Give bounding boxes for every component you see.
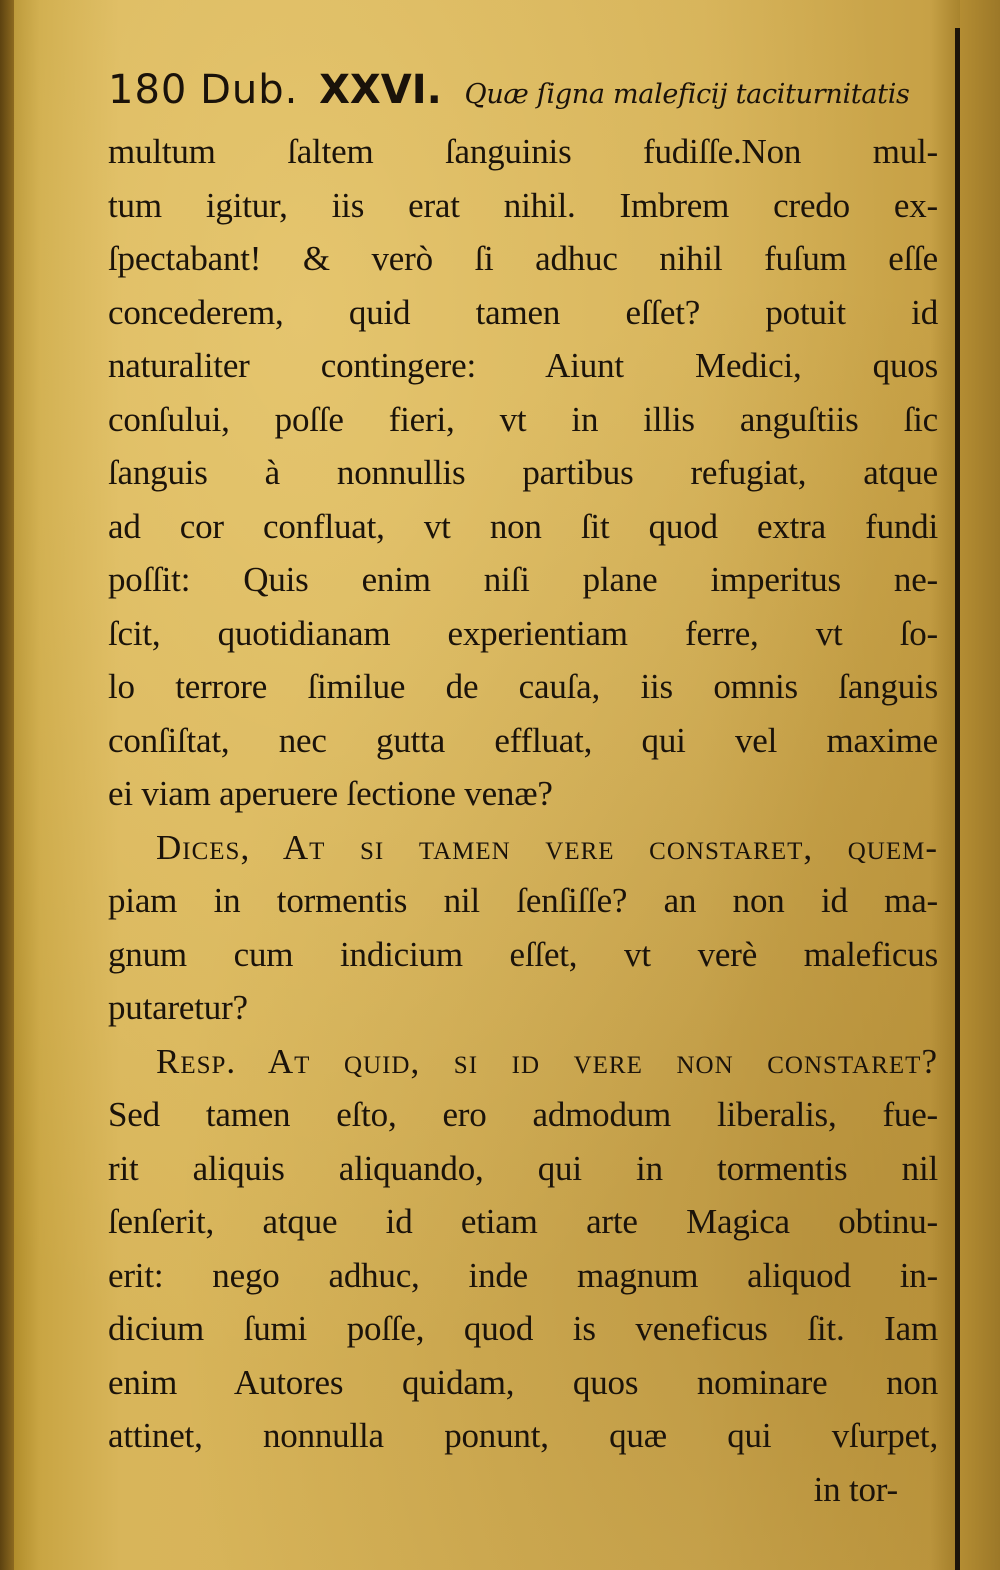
text-line: ſpectabant! & verò ſi adhuc nihil fuſum eſſe bbox=[108, 239, 938, 278]
text-line: ad cor confluat, vt non ſit quod extra fundi bbox=[108, 506, 938, 546]
header-chapter-number: XXVI. bbox=[319, 67, 442, 113]
text-line: piam in tormentis nil ſenſiſſe? an non id ma- bbox=[108, 881, 938, 920]
text-line: Sed tamen eſto, ero admodum liberalis, fue- bbox=[108, 1095, 938, 1134]
text-line: ſenſerit, atque id etiam arte Magica obtinu- bbox=[108, 1202, 938, 1241]
page-right-margin bbox=[960, 0, 1000, 1570]
text-line-resp: Resp. At quid, ſi id vere non conſtaret? bbox=[156, 1041, 938, 1081]
text-line: lo terrore ſimilue de cauſa, iis omnis ſanguis bbox=[108, 667, 938, 706]
page-number: 180 bbox=[108, 67, 188, 113]
text-line: ſcit, quotidianam experientiam ferre, vt ſo- bbox=[108, 613, 938, 653]
text-line: putaretur? bbox=[108, 988, 248, 1027]
text-line: poſſit: Quis enim niſi plane imperitus ne- bbox=[108, 560, 938, 599]
text-line: multum ſaltem ſanguinis fudiſſe.Non mul- bbox=[108, 132, 938, 171]
page-gutter bbox=[0, 0, 14, 1570]
running-header bbox=[108, 60, 928, 120]
text-line: conſului, poſſe fieri, vt in illis anguſtiis ſic bbox=[108, 399, 938, 439]
text-line: rit aliquis aliquando, qui in tormentis nil bbox=[108, 1148, 938, 1188]
text-line: erit: nego adhuc, inde magnum aliquod in- bbox=[108, 1255, 938, 1295]
text-line: conſiſtat, nec gutta effluat, qui vel maxime bbox=[108, 720, 938, 760]
text-line: gnum cum indicium eſſet, vt verè maleficus bbox=[108, 934, 938, 974]
text-line: attinet, nonnulla ponunt, quæ qui vſurpet, bbox=[108, 1416, 938, 1455]
text-line: naturaliter contingere: Aiunt Medici, quos bbox=[108, 346, 938, 385]
running-title: Quæ ſigna maleficij taciturnitatis bbox=[464, 79, 910, 110]
text-line: ei viam aperuere ſectione venæ? bbox=[108, 774, 553, 813]
text-line-dices: Dices, At ſi tamen vere conſtaret, quem- bbox=[156, 827, 938, 867]
text-line: dicium ſumi poſſe, quod is veneficus ſit. Iam bbox=[108, 1309, 938, 1348]
body-text bbox=[108, 125, 938, 1516]
catchword: in tor- bbox=[813, 1469, 898, 1509]
text-line: ſanguis à nonnullis partibus refugiat, atque bbox=[108, 453, 938, 492]
text-line: tum igitur, iis erat nihil. Imbrem credo ex- bbox=[108, 185, 938, 225]
text-line: enim Autores quidam, quos nominare non bbox=[108, 1362, 938, 1402]
header-dub: Dub. bbox=[200, 67, 299, 113]
text-line: concederem, quid tamen eſſet? potuit id bbox=[108, 292, 938, 332]
